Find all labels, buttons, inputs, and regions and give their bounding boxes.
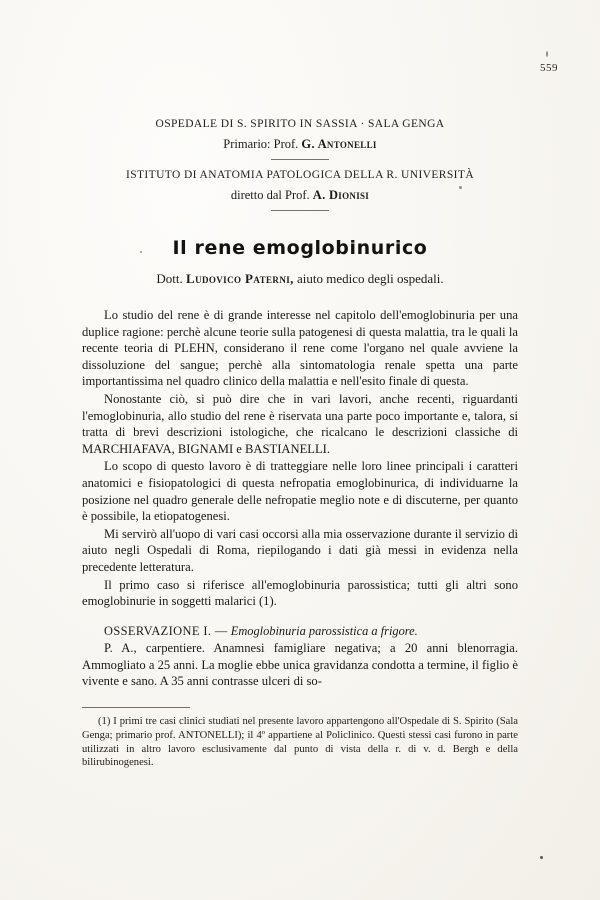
body-paragraph: Nonostante ciò, si può dire che in vari lavori, anche recenti, riguardanti l'emoglobinuria, allo studio del rene è riservata una parte poco importante e, talora, si tratta di brevi descrizioni istologiche, che ricalcano le descrizioni classiche di MARCHIAFAVA, BIGNAMI e BASTIANELLI. — [82, 391, 518, 456]
observation-heading — [82, 623, 518, 640]
primario-name: G. Antonelli — [301, 137, 377, 151]
page-title: Il rene emoglobinurico — [172, 237, 428, 259]
primario-prefix: Primario: Prof. — [223, 137, 299, 151]
institution-line-1: OSPEDALE DI S. SPIRITO IN SASSIA · SALA GENGA — [155, 118, 445, 130]
footnote: (1) I primi tre casi clinici studiati nel presente lavoro appartengono all'Ospedale di S. Spirito (Sala Genga; primario prof. ANTONELLI); il 4º appartiene al Policlinico. Questi stessi casi furono in parte utilizzati in altro lavoro esclusivamente dal punto di vista della r. di v. d. Bergh e della bilirubinogenesi. — [82, 716, 518, 769]
byline-suffix: aiuto medico degli ospedali. — [297, 271, 444, 286]
byline — [82, 271, 518, 287]
body-paragraph: Lo scopo di questo lavoro è di tratteggiare nelle loro linee principali i caratteri anatomici e fisiopatologici di questa nefropatia emoglobinurica, di individuarne la posizione nel quadro generale delle nefropatie meglio note e di discuterne, per quanto è possibile, la etiopatogenesi. — [82, 459, 518, 524]
footnote-rule — [82, 707, 190, 708]
primario-line — [82, 137, 518, 152]
masthead — [82, 118, 518, 211]
divider-rule — [271, 159, 329, 160]
direttore-prefix: diretto dal Prof. — [230, 188, 310, 202]
page-speck — [540, 856, 543, 859]
divider-rule — [271, 210, 329, 211]
document-content — [82, 118, 518, 770]
direttore-line — [82, 188, 518, 203]
folio-number: 559 — [540, 62, 558, 74]
page-speck — [546, 51, 548, 57]
observation-label: OSSERVAZIONE I. — — [104, 623, 228, 638]
body-paragraph: Mi servirò all'uopo di vari casi occorsi alla mia osservazione durante il servizio di aiuto negli Ospedali di Roma, riepilogando i dati già messi in evidenza nella precedente letteratura. — [82, 526, 518, 574]
observation-title: Emoglobinuria parossistica a frigore. — [230, 623, 418, 638]
body-paragraph: Il primo caso si riferisce all'emoglobinuria parossistica; tutti gli altri sono emoglobinurie in soggetti malarici (1). — [82, 577, 518, 609]
byline-author: Ludovico Paterni, — [186, 271, 294, 286]
byline-prefix: Dott. — [156, 271, 183, 286]
direttore-name: A. Dionisi — [312, 188, 370, 202]
institution-line-2: ISTITUTO DI ANATOMIA PATOLOGICA DELLA R. UNIVERSITÀ — [125, 169, 475, 181]
body-paragraph: Lo studio del rene è di grande interesse nel capitolo dell'emoglobinuria per una duplice ragione: perchè alcune teorie sulla patogenesi di questa malattia, tra le quali la recente teoria di PLEHN, considerano il rene come l'organo nel quale avviene la dissoluzione del sangue; perchè alla sintomatologia renale spetta una parte importantissima nel quadro clinico della malattia e nell'esito finale di questa. — [82, 308, 518, 389]
observation-text: P. A., carpentiere. Anamnesi famigliare negativa; a 20 anni blenorragia. Ammogliato a 25 anni. La moglie ebbe unica gravidanza condotta a termine, il figlio è vivente e sano. A 35 anni contrasse ulceri di so- — [82, 641, 518, 689]
